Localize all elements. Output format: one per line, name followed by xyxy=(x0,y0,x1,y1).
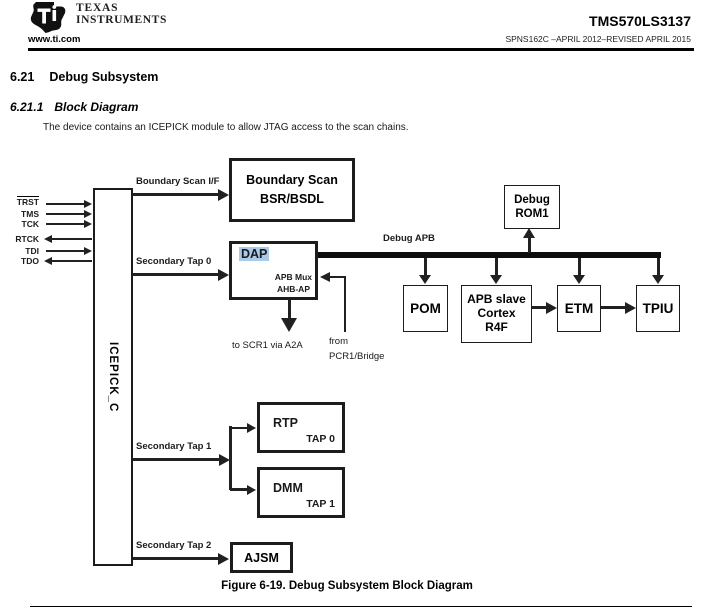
arrow-dap-to-scr1 xyxy=(288,300,291,319)
line-bus-to-pom xyxy=(424,258,427,275)
doc-revision-info: SPNS162C –APRIL 2012–REVISED APRIL 2015 xyxy=(505,34,691,44)
signal-line-tck xyxy=(46,223,86,225)
box-apb-slave xyxy=(461,285,532,343)
signal-label-tms: TMS xyxy=(21,209,39,219)
signal-label-tck: TCK xyxy=(21,219,39,229)
arrow-etm-to-tpiu xyxy=(601,306,626,309)
dap-title-label: DAP xyxy=(241,247,268,261)
debug-rom1-line2: ROM1 xyxy=(515,208,549,220)
section-number: 6.21 xyxy=(10,70,35,84)
box-dmm xyxy=(257,467,345,518)
label-secondary-tap-0: Secondary Tap 0 xyxy=(136,256,212,267)
tpiu-label: TPIU xyxy=(642,301,674,316)
dap-apb-mux-label: APB Mux xyxy=(274,272,312,282)
arrowhead-apbslave xyxy=(490,275,502,284)
arrowhead-rom1 xyxy=(523,228,535,238)
boundary-scan-line2: BSR/BSDL xyxy=(260,192,324,206)
apb-slave-line2: Cortex xyxy=(477,306,516,321)
signal-line-rtck xyxy=(52,238,92,240)
signal-label-tdi: TDI xyxy=(25,246,39,256)
debug-apb-bus xyxy=(318,252,661,258)
subsection-heading xyxy=(10,100,138,114)
apb-slave-line1: APB slave xyxy=(467,292,526,307)
rtp-label: RTP xyxy=(273,416,298,430)
label-secondary-tap-2: Secondary Tap 2 xyxy=(136,540,212,551)
line-bus-to-tpiu xyxy=(657,258,660,275)
arrowhead-tck xyxy=(84,220,92,228)
label-from-pcr1: from PCR1/Bridge xyxy=(329,336,385,362)
arrow-branch-rtp xyxy=(230,427,247,430)
arrowhead-etm-drop xyxy=(573,275,585,284)
boundary-scan-line1: Boundary Scan xyxy=(246,172,338,187)
section-heading xyxy=(10,70,158,84)
line-tap1-branch xyxy=(229,426,232,490)
label-secondary-tap-1: Secondary Tap 1 xyxy=(136,441,212,452)
signal-label-trst: TRST xyxy=(16,197,39,207)
arrowhead-pom xyxy=(419,275,431,284)
ti-logo-icon xyxy=(27,1,67,38)
box-dap xyxy=(229,241,318,300)
signal-label-tdo: TDO xyxy=(21,256,39,266)
signal-line-tms xyxy=(46,213,86,215)
subsection-title: Block Diagram xyxy=(54,100,139,114)
ajsm-label: AJSM xyxy=(244,550,279,565)
arrow-secondary-tap-2 xyxy=(133,557,218,560)
dap-ahb-ap-label: AHB-AP xyxy=(276,284,310,294)
arrowhead-trst xyxy=(84,200,92,208)
arrowhead-tpiu-drop xyxy=(652,275,664,284)
logo-line1: TEXAS xyxy=(76,2,119,14)
signal-label-rtck: RTCK xyxy=(15,234,39,244)
label-boundary-scan-if: Boundary Scan I/F xyxy=(136,176,220,187)
arrowhead-secondary-tap-0 xyxy=(218,269,229,281)
box-icepick xyxy=(93,188,133,566)
arrowhead-tdo xyxy=(44,257,52,265)
line-bus-to-etm xyxy=(578,258,581,275)
footer-rule xyxy=(30,606,692,607)
box-pom xyxy=(403,285,448,332)
signal-line-tdo xyxy=(52,260,92,262)
arrowhead-tdi xyxy=(84,247,92,255)
rtp-tap-label: TAP 0 xyxy=(306,433,335,445)
box-ajsm xyxy=(230,542,293,573)
part-number: TMS570LS3137 xyxy=(589,13,691,29)
box-boundary-scan xyxy=(229,158,355,222)
box-tpiu xyxy=(636,285,680,332)
box-debug-rom1 xyxy=(504,185,560,229)
arrow-secondary-tap-0 xyxy=(133,273,218,276)
arrow-secondary-tap-1 xyxy=(133,458,219,461)
label-to-scr1: to SCR1 via A2A xyxy=(232,340,303,351)
etm-label: ETM xyxy=(564,301,594,316)
arrowhead-etm-to-tpiu xyxy=(625,302,636,314)
arrowhead-branch-dmm xyxy=(247,485,256,495)
arrow-apbslave-to-etm xyxy=(532,306,547,309)
signal-line-trst xyxy=(46,203,86,205)
ti-logo-wordmark xyxy=(76,3,167,26)
section-title: Debug Subsystem xyxy=(49,70,159,84)
arrowhead-rtck xyxy=(44,235,52,243)
arrowhead-branch-rtp xyxy=(247,423,256,433)
dmm-tap-label: TAP 1 xyxy=(306,498,335,510)
arrowhead-secondary-tap-2 xyxy=(218,553,229,565)
pom-label: POM xyxy=(410,301,441,316)
header-rule xyxy=(28,48,694,51)
box-rtp xyxy=(257,402,345,453)
subsection-number: 6.21.1 xyxy=(10,100,44,114)
dmm-label: DMM xyxy=(273,481,303,495)
logo-line2: INSTRUMENTS xyxy=(76,14,167,26)
line-bus-to-apbslave xyxy=(495,258,498,275)
arrow-boundary-scan xyxy=(133,193,218,196)
label-debug-apb: Debug APB xyxy=(383,233,435,244)
box-etm xyxy=(557,285,601,332)
signal-line-tdi xyxy=(46,250,86,252)
arrowhead-boundary-scan xyxy=(218,189,229,201)
arrowhead-dap-to-scr1 xyxy=(281,318,297,332)
figure-caption: Figure 6-19. Debug Subsystem Block Diagram xyxy=(221,580,473,592)
line-from-pcr1-v xyxy=(344,276,347,332)
arrowhead-apbslave-to-etm xyxy=(546,302,557,314)
body-paragraph: The device contains an ICEPICK module to allow JTAG access to the scan chains. xyxy=(43,122,409,133)
arrow-branch-dmm xyxy=(230,488,247,491)
debug-rom1-line1: Debug xyxy=(514,193,550,206)
arrowhead-tms xyxy=(84,210,92,218)
icepick-label: ICEPICK_C xyxy=(107,341,119,413)
website-link[interactable]: www.ti.com xyxy=(28,34,81,45)
apb-slave-line3: R4F xyxy=(485,319,508,334)
line-bus-to-rom1 xyxy=(528,238,531,253)
